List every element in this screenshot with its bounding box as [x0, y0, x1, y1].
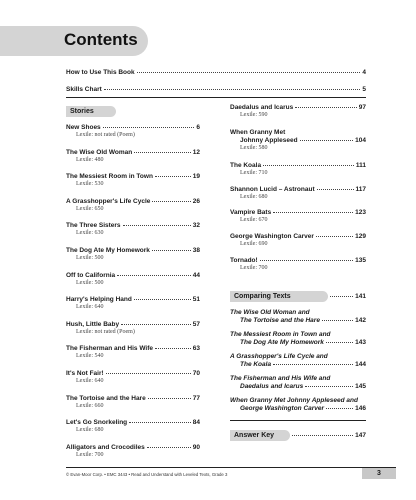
toc-label: The Wise Old Woman	[66, 148, 133, 156]
toc-label: Let's Go Snorkeling	[66, 419, 128, 427]
toc-page: 4	[362, 69, 366, 76]
toc-label: Alligators and Crocodiles	[66, 443, 145, 451]
toc-row[interactable]	[66, 444, 200, 451]
leader-dots	[152, 250, 191, 251]
toc-label: Daedalus and Icarus	[240, 383, 304, 390]
leader-dots	[134, 299, 191, 300]
lexile-level: Lexile: 710	[240, 170, 268, 176]
toc-row[interactable]	[66, 149, 200, 156]
toc-row[interactable]	[66, 395, 200, 402]
lexile-level: Lexile: 700	[240, 265, 268, 271]
lexile-level: Lexile: not rated (Poem)	[76, 132, 135, 138]
lexile-level: Lexile: 680	[76, 427, 104, 434]
toc-label: The Messiest Room in Town and	[230, 331, 331, 338]
toc-label: The Tortoise and the Hare	[240, 317, 320, 324]
toc-label: The Tortoise and the Hare	[66, 394, 146, 402]
toc-page: 97	[358, 104, 366, 111]
leader-dots	[263, 165, 354, 166]
toc-label: Shannon Lucid – Astronaut	[230, 186, 315, 193]
toc-label: The Wise Old Woman and	[230, 309, 310, 316]
toc-page: 32	[192, 222, 200, 230]
toc-label: Skills Chart	[66, 86, 102, 93]
leader-dots	[155, 176, 191, 177]
leader-dots	[117, 275, 191, 276]
toc-page: 51	[192, 296, 200, 304]
toc-page: 5	[362, 86, 366, 93]
toc-page: 145	[355, 383, 366, 390]
toc-row[interactable]	[230, 375, 366, 382]
leader-dots	[305, 386, 353, 387]
toc-row[interactable]	[240, 405, 366, 412]
leader-dots	[326, 408, 353, 409]
toc-page: 12	[192, 148, 200, 156]
toc-row[interactable]	[66, 124, 200, 131]
page-number: 3	[362, 468, 396, 479]
lexile-level: Lexile: 660	[76, 402, 104, 409]
toc-label: It's Not Fair!	[66, 370, 104, 377]
lexile-level: Lexile: 480	[76, 156, 104, 163]
toc-row[interactable]	[66, 198, 200, 205]
leader-dots	[316, 236, 353, 237]
lexile-level: Lexile: 630	[76, 230, 104, 237]
toc-page: 19	[192, 173, 200, 181]
toc-label: The Dog Ate My Homework	[66, 247, 150, 254]
toc-page: 117	[355, 186, 366, 193]
leader-dots	[273, 212, 353, 213]
lexile-level: Lexile: 670	[240, 217, 268, 223]
section-heading-stories: Stories	[66, 106, 116, 117]
lexile-level: Lexile: 580	[240, 145, 268, 151]
leader-dots	[137, 72, 361, 73]
leader-dots	[103, 127, 195, 128]
toc-page: 84	[192, 419, 200, 427]
lexile-level: Lexile: 690	[240, 241, 268, 247]
toc-row[interactable]	[230, 257, 366, 264]
toc-page: 111	[355, 162, 366, 169]
toc-page: 146	[355, 405, 366, 412]
leader-dots	[292, 435, 353, 436]
comparing-heading-label: Comparing Texts	[234, 293, 291, 300]
page-title: Contents	[64, 30, 138, 49]
toc-page: 129	[355, 233, 366, 240]
toc-page: 147	[355, 432, 366, 439]
toc-label: The Fisherman and His Wife and	[230, 375, 331, 382]
toc-page: 38	[192, 247, 200, 254]
toc-row[interactable]	[230, 186, 366, 193]
comparing-heading-page-row[interactable]	[328, 293, 366, 300]
toc-label: The Koala	[240, 361, 272, 368]
lexile-level: Lexile: 680	[240, 194, 268, 200]
leader-dots	[330, 296, 353, 297]
toc-page: 57	[192, 320, 200, 328]
lexile-level: Lexile: 640	[76, 378, 104, 384]
toc-label: How to Use This Book	[66, 69, 135, 76]
toc-row[interactable]	[230, 309, 366, 316]
toc-page: 135	[355, 257, 366, 264]
leader-dots	[148, 398, 191, 399]
toc-label: Hush, Little Baby	[66, 320, 120, 328]
divider	[66, 97, 366, 98]
toc-row[interactable]	[66, 272, 200, 279]
toc-row[interactable]	[230, 233, 366, 240]
toc-label: Vampire Bats	[230, 209, 272, 216]
leader-dots	[129, 422, 191, 423]
toc-page: 90	[192, 443, 200, 451]
leader-dots	[147, 447, 191, 448]
lexile-level: Lexile: 700	[76, 451, 104, 458]
toc-row[interactable]	[240, 137, 366, 144]
lexile-level: Lexile: 500	[76, 279, 104, 286]
toc-row-how-to-use[interactable]	[66, 69, 366, 76]
toc-label: The Dog Ate My Homework	[240, 339, 324, 346]
toc-row[interactable]	[240, 383, 366, 390]
toc-page: 63	[192, 345, 200, 353]
lexile-level: Lexile: 650	[76, 205, 104, 212]
toc-page: 143	[355, 339, 366, 346]
toc-label: George Washington Carver	[240, 405, 325, 412]
toc-row[interactable]	[240, 339, 366, 346]
toc-label: George Washington Carver	[230, 233, 314, 240]
leader-dots	[155, 348, 191, 349]
toc-row[interactable]	[230, 104, 366, 111]
toc-label: The Fisherman and His Wife	[66, 345, 153, 353]
toc-label: When Granny Met	[230, 129, 286, 136]
leader-dots	[317, 189, 354, 190]
toc-row[interactable]	[230, 129, 366, 136]
toc-page: 141	[355, 293, 366, 300]
leader-dots	[260, 260, 353, 261]
lexile-level: Lexile: 540	[76, 353, 104, 360]
toc-row[interactable]	[66, 321, 200, 328]
toc-row[interactable]	[230, 353, 366, 360]
divider	[230, 420, 366, 421]
toc-page: 144	[355, 361, 366, 368]
leader-dots	[123, 225, 191, 226]
toc-row[interactable]	[230, 209, 366, 216]
leader-dots	[121, 324, 191, 325]
toc-label: Daedalus and Icarus	[230, 104, 294, 111]
toc-label: The Messiest Room in Town	[66, 173, 153, 181]
leader-dots	[326, 342, 353, 343]
toc-label: A Grasshopper's Life Cycle and	[230, 353, 328, 360]
toc-row[interactable]	[66, 222, 200, 229]
leader-dots	[134, 152, 190, 153]
toc-row-skills-chart[interactable]	[66, 86, 366, 93]
toc-row[interactable]	[230, 162, 366, 169]
toc-row[interactable]	[66, 296, 200, 303]
lexile-level: Lexile: 500	[76, 255, 104, 261]
toc-page: 123	[355, 209, 366, 216]
toc-label: New Shoes	[66, 124, 101, 131]
toc-page: 104	[355, 137, 366, 144]
toc-label: Johnny Appleseed	[240, 137, 298, 144]
toc-page: 70	[192, 370, 200, 377]
toc-label: The Three Sisters	[66, 222, 121, 230]
toc-page: 142	[355, 317, 366, 324]
footer-divider	[66, 467, 396, 468]
section-heading-comparing	[230, 291, 328, 302]
toc-label: The Koala	[230, 162, 262, 169]
toc-row[interactable]	[66, 419, 200, 426]
toc-row[interactable]	[230, 331, 366, 338]
leader-dots	[104, 89, 361, 90]
toc-row[interactable]	[240, 361, 366, 368]
leader-dots	[106, 373, 191, 374]
lexile-level: Lexile: 530	[76, 181, 104, 188]
lexile-level: Lexile: not rated (Poem)	[76, 328, 135, 335]
toc-row[interactable]	[66, 370, 200, 377]
answer-key-page-row[interactable]	[290, 432, 366, 439]
lexile-level: Lexile: 590	[240, 112, 268, 118]
toc-row[interactable]	[230, 397, 366, 404]
leader-dots	[295, 107, 357, 108]
leader-dots	[300, 140, 354, 141]
toc-label: Off to California	[66, 271, 116, 279]
lexile-level: Lexile: 640	[76, 304, 104, 311]
toc-page: 6	[196, 124, 200, 131]
leader-dots	[152, 201, 190, 202]
toc-page: 77	[192, 394, 200, 402]
toc-row[interactable]	[66, 247, 200, 254]
toc-label: Harry's Helping Hand	[66, 296, 132, 304]
toc-row[interactable]	[66, 345, 200, 352]
toc-row[interactable]	[66, 173, 200, 180]
section-heading-answer-key: Answer Key	[230, 430, 290, 441]
toc-label: Tornado!	[230, 257, 258, 264]
toc-page: 44	[192, 271, 200, 279]
footer-copyright: © Evan-Moor Corp. • EMC 3443 • Read and Understand with Leveled Texts, Grade 3	[66, 472, 228, 477]
leader-dots	[322, 320, 353, 321]
toc-page: 26	[192, 197, 200, 205]
toc-row[interactable]	[240, 317, 366, 324]
toc-label: When Granny Met Johnny Appleseed and	[230, 397, 358, 404]
leader-dots	[273, 364, 353, 365]
toc-label: A Grasshopper's Life Cycle	[66, 197, 151, 205]
